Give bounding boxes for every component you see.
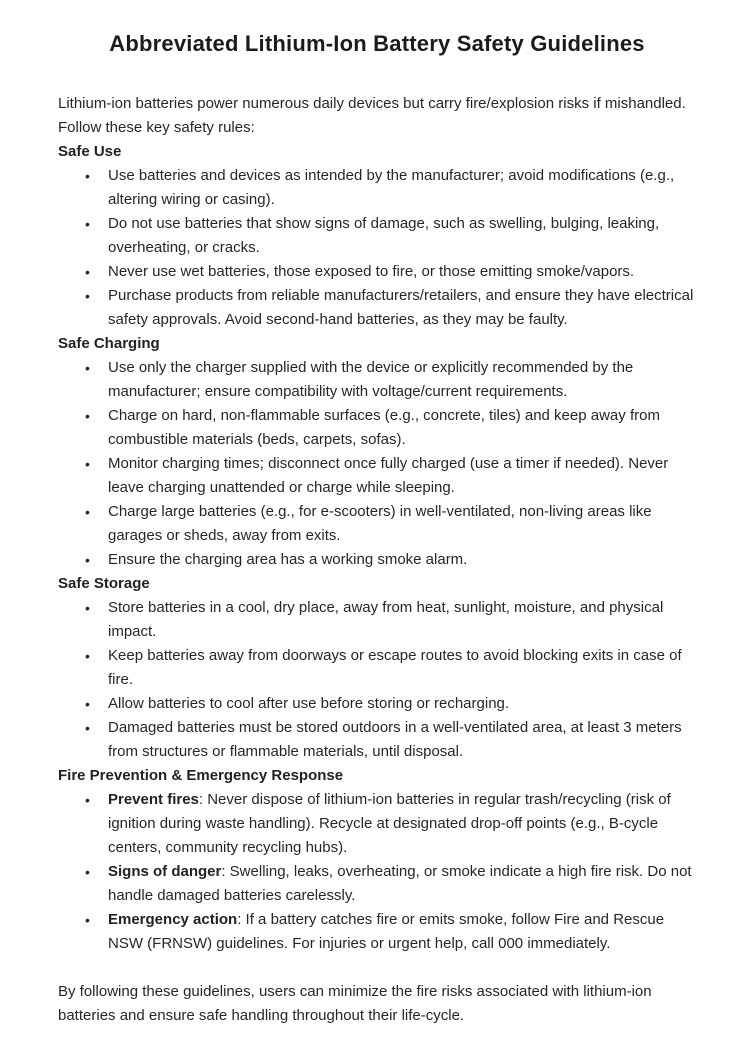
bullet-list xyxy=(58,356,696,572)
bullet-lead: Emergency action xyxy=(108,911,238,928)
bullet-text: : Swelling, leaks, overheating, or smoke indicate a high fire risk. Do not handle damaged batteries carelessly. xyxy=(108,863,692,904)
list-item xyxy=(108,692,696,716)
bullet-text: Ensure the charging area has a working smoke alarm. xyxy=(108,551,468,568)
list-item xyxy=(108,452,696,500)
bullet-text: Purchase products from reliable manufacturers/retailers, and ensure they have electrical safety approvals. Avoid second-hand batteries, as they may be faulty. xyxy=(108,287,694,328)
list-item xyxy=(108,644,696,692)
section-heading: Safe Charging xyxy=(58,335,160,352)
list-item xyxy=(108,404,696,452)
list-item xyxy=(108,548,696,572)
section-heading: Fire Prevention & Emergency Response xyxy=(58,767,344,784)
bullet-lead: Prevent fires xyxy=(108,791,199,808)
bullet-text: Never use wet batteries, those exposed to fire, or those emitting smoke/vapors. xyxy=(108,263,635,280)
list-item xyxy=(108,860,696,908)
bullet-text: : If a battery catches fire or emits smoke, follow Fire and Rescue NSW (FRNSW) guidelines. For injuries or urgent help, call 000 immediately. xyxy=(108,911,665,952)
list-item xyxy=(108,164,696,212)
section-heading: Safe Use xyxy=(58,143,122,160)
intro-paragraph: Lithium-ion batteries power numerous daily devices but carry fire/explosion risks if mishandled. Follow these key safety rules: xyxy=(58,95,686,136)
page-title: Abbreviated Lithium-Ion Battery Safety Guidelines xyxy=(109,31,645,56)
bullet-text: Use only the charger supplied with the device or explicitly recommended by the manufacturer; ensure compatibility with voltage/current requirements. xyxy=(108,359,634,400)
bullet-text: Allow batteries to cool after use before storing or recharging. xyxy=(108,695,510,712)
bullet-list xyxy=(58,596,696,764)
bullet-text: Charge large batteries (e.g., for e-scooters) in well-ventilated, non-living areas like garages or sheds, away from exits. xyxy=(108,503,652,544)
bullet-text: Store batteries in a cool, dry place, away from heat, sunlight, moisture, and physical impact. xyxy=(108,599,664,640)
list-item xyxy=(108,284,696,332)
bullet-text: : Never dispose of lithium-ion batteries in regular trash/recycling (risk of ignition during waste handling). Recycle at designated drop-off points (e.g., B-cycle centers, community recycling hubs). xyxy=(108,791,671,856)
list-item xyxy=(108,260,696,284)
list-item xyxy=(108,716,696,764)
list-item xyxy=(108,596,696,644)
list-item xyxy=(108,212,696,260)
bullet-lead: Signs of danger xyxy=(108,863,222,880)
bullet-list xyxy=(58,164,696,332)
bullet-text: Charge on hard, non-flammable surfaces (e.g., concrete, tiles) and keep away from combustible materials (beds, carpets, sofas). xyxy=(108,407,660,448)
section-heading: Safe Storage xyxy=(58,575,150,592)
sections-container xyxy=(58,140,696,956)
bullet-text: Monitor charging times; disconnect once fully charged (use a timer if needed). Never leave charging unattended or charge while sleeping. xyxy=(108,455,669,496)
bullet-text: Damaged batteries must be stored outdoors in a well-ventilated area, at least 3 meters from structures or flammable materials, until disposal. xyxy=(108,719,682,760)
list-item xyxy=(108,788,696,860)
closing-paragraph: By following these guidelines, users can minimize the fire risks associated with lithium-ion batteries and ensure safe handling throughout their life-cycle. xyxy=(58,983,652,1024)
list-item xyxy=(108,908,696,956)
bullet-list xyxy=(58,788,696,956)
bullet-text: Keep batteries away from doorways or escape routes to avoid blocking exits in case of fire. xyxy=(108,647,682,688)
list-item xyxy=(108,500,696,548)
list-item xyxy=(108,356,696,404)
bullet-text: Use batteries and devices as intended by the manufacturer; avoid modifications (e.g., altering wiring or casing). xyxy=(108,167,675,208)
bullet-text: Do not use batteries that show signs of damage, such as swelling, bulging, leaking, overheating, or cracks. xyxy=(108,215,660,256)
